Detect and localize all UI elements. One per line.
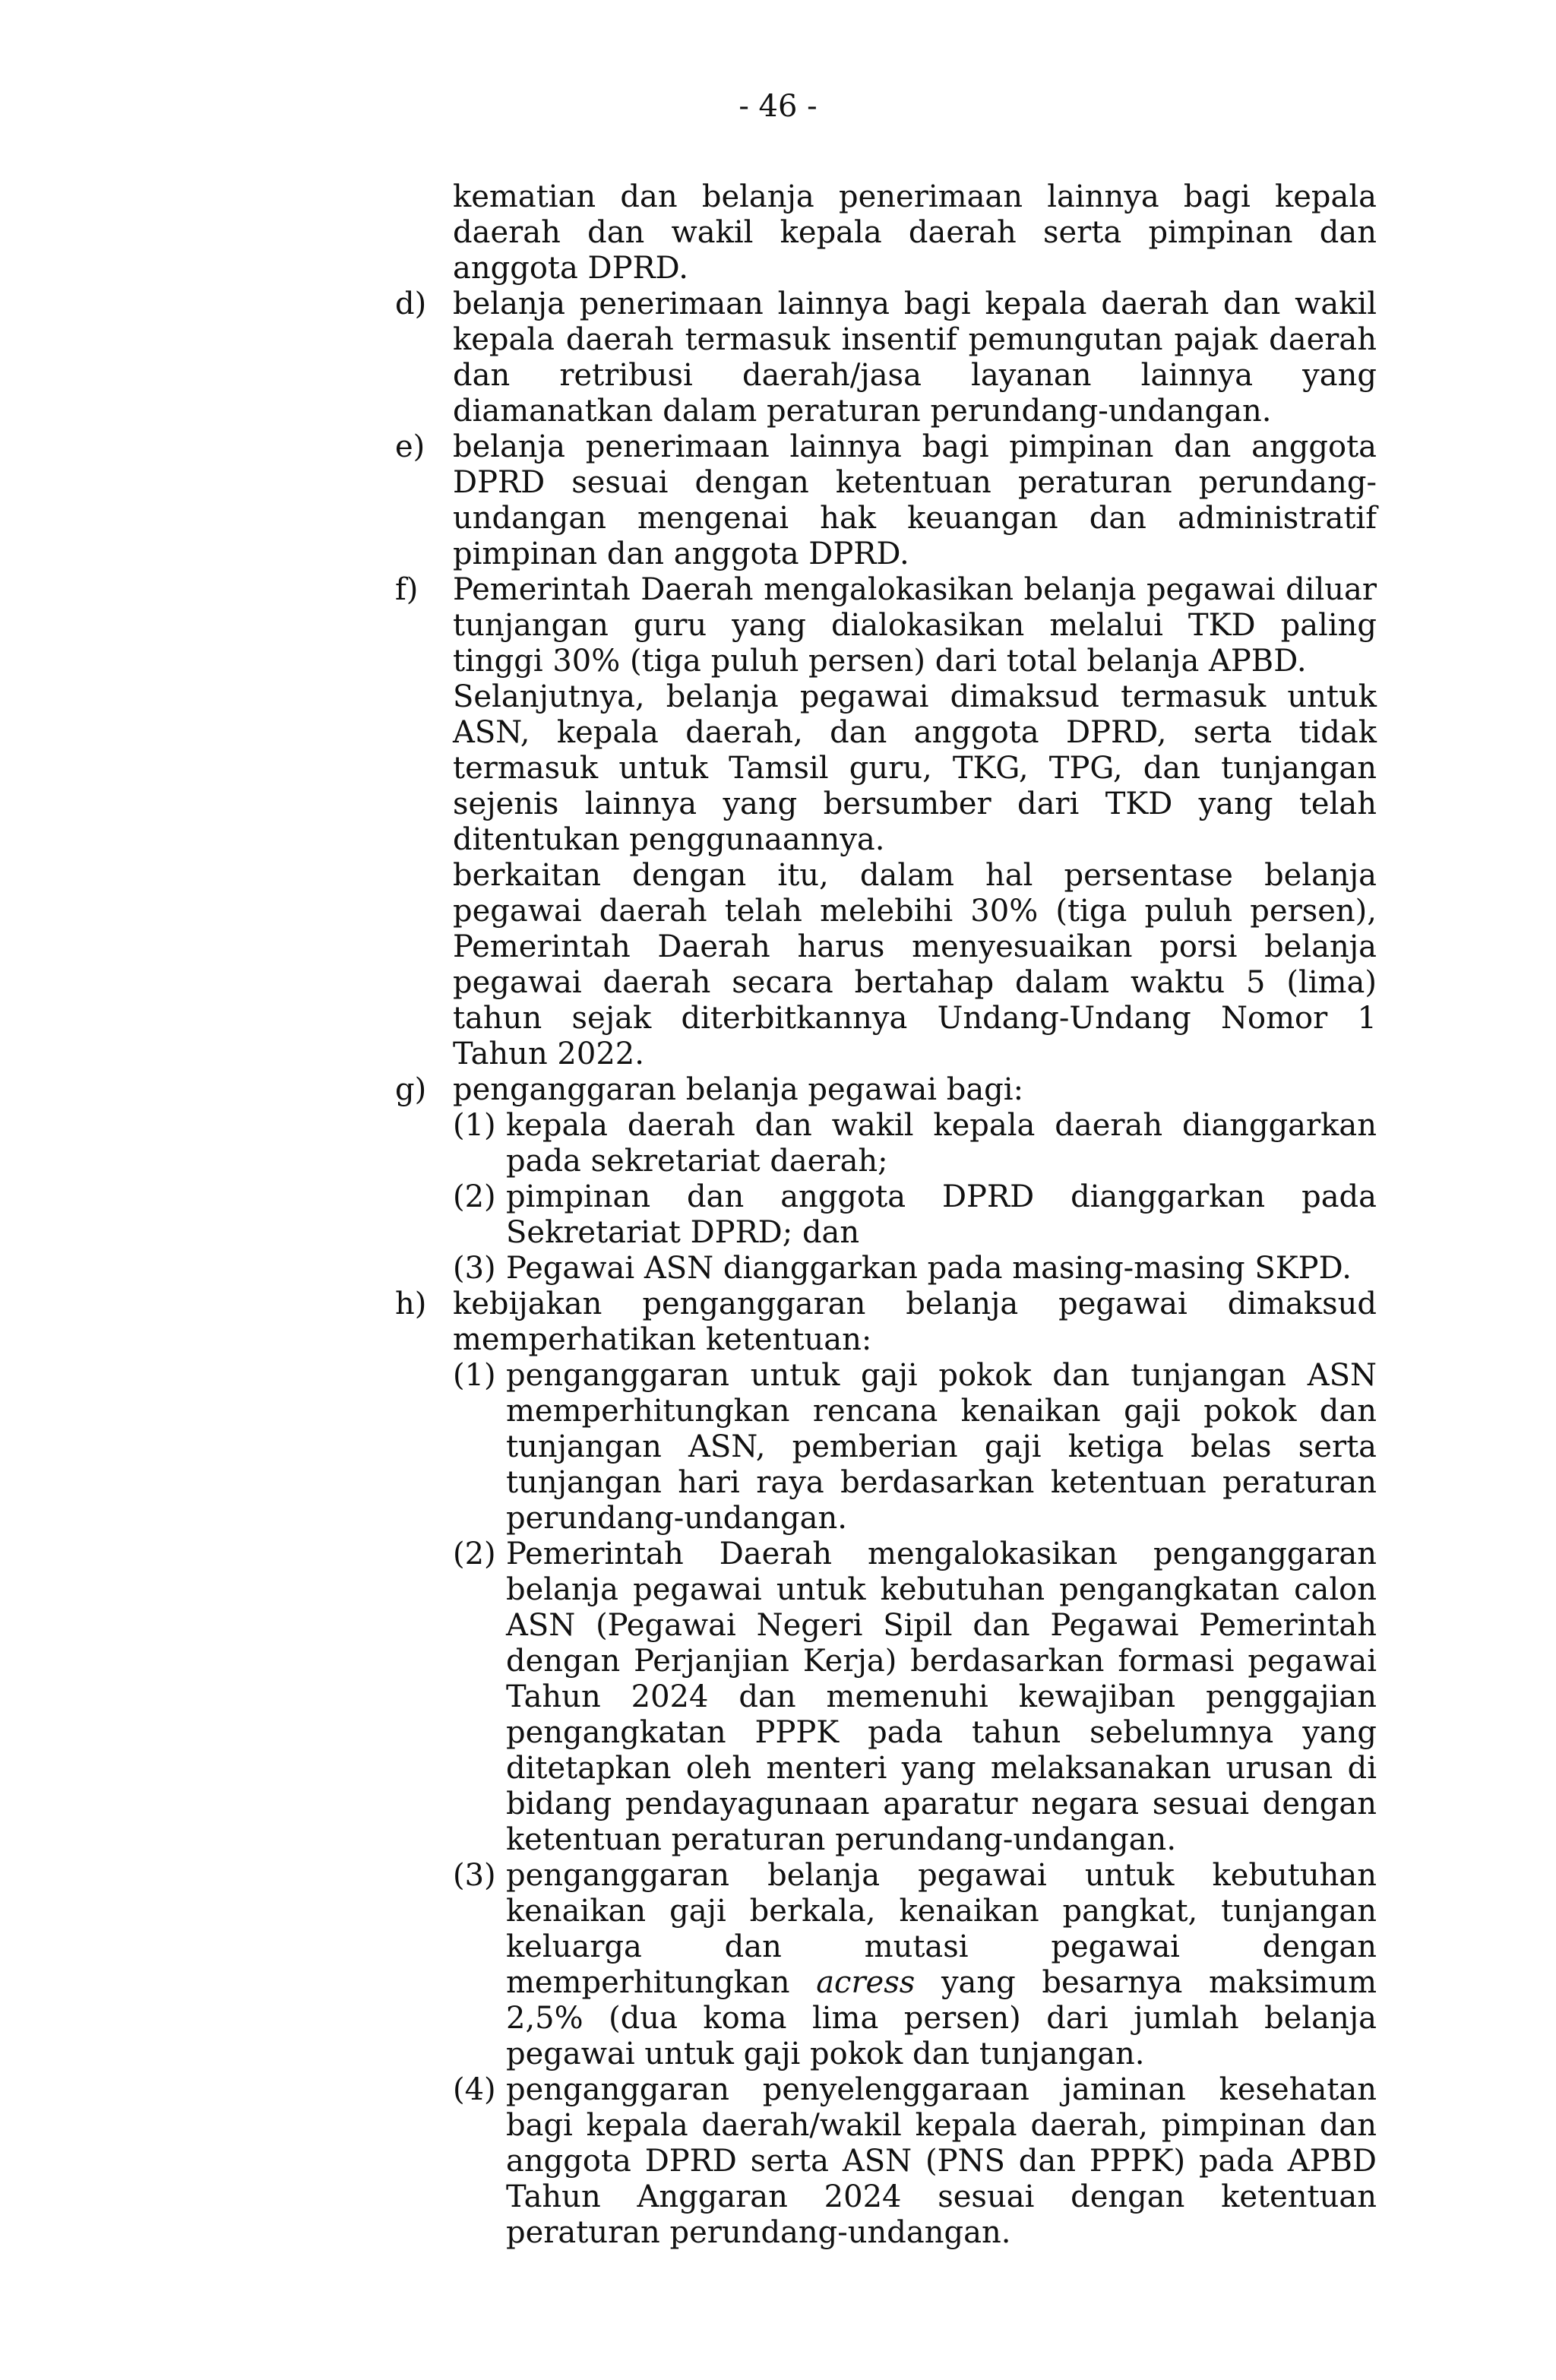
list-item-g — [0, 1072, 1377, 1108]
sub-list-marker: (3) — [453, 1858, 496, 1893]
sub-item-text: penganggaran penyelenggaraan jaminan kesehatan bagi kepala daerah/wakil kepala daerah, pimpinan dan anggota DPRD serta ASN (PNS dan PPPK) pada APBD Tahun Anggaran 2024 sesuai dengan ketentuan peraturan perundang-undangan. — [506, 2072, 1377, 2250]
list-marker: g) — [395, 1072, 427, 1107]
list-marker: f) — [395, 572, 419, 607]
sub-item-text-part: yang besarnya maksimum 2,5% (dua koma lima persen) dari jumlah belanja pegawai untuk gaji pokok dan tunjangan. — [506, 1965, 1377, 2071]
list-item-e — [0, 429, 1377, 572]
list-item-d — [0, 286, 1377, 429]
sub-item-h-2 — [0, 1537, 1377, 1858]
list-item-text: belanja penerimaan lainnya bagi kepala daerah dan wakil kepala daerah termasuk insentif pemungutan pajak daerah dan retribusi daerah/jasa layanan lainnya yang diamanatkan dalam peraturan perundang-undangan. — [453, 286, 1377, 429]
sub-item-h-1 — [0, 1358, 1377, 1537]
list-item-paragraph: Pemerintah Daerah mengalokasikan belanja pegawai diluar tunjangan guru yang dialokasikan melalui TKD paling tinggi 30% (tiga puluh persen) dari total belanja APBD. — [453, 572, 1377, 679]
sub-item-text — [506, 1858, 1377, 2072]
sub-list-marker: (3) — [453, 1251, 496, 1286]
list-item-paragraph: berkaitan dengan itu, dalam hal persentase belanja pegawai daerah telah melebihi 30% (tiga puluh persen), Pemerintah Daerah harus menyesuaikan porsi belanja pegawai daerah secara bertahap dalam waktu 5 (lima) tahun sejak diterbitkannya Undang-Undang Nomor 1 Tahun 2022. — [453, 858, 1377, 1071]
list-marker: e) — [395, 429, 425, 464]
list-item-text: kebijakan penganggaran belanja pegawai dimaksud memperhatikan ketentuan: — [453, 1287, 1377, 1357]
list-item-paragraph: Selanjutnya, belanja pegawai dimaksud termasuk untuk ASN, kepala daerah, dan anggota DPRD, serta tidak termasuk untuk Tamsil guru, TKG, TPG, dan tunjangan sejenis lainnya yang bersumber dari TKD yang telah ditentukan penggunaannya. — [453, 679, 1377, 857]
sub-item-text: kepala daerah dan wakil kepala daerah dianggarkan pada sekretariat daerah; — [506, 1108, 1377, 1179]
sub-item-h-3 — [0, 1858, 1377, 2072]
sub-item-text: penganggaran untuk gaji pokok dan tunjangan ASN memperhitungkan rencana kenaikan gaji pokok dan tunjangan ASN, pemberian gaji ketiga belas serta tunjangan hari raya berdasarkan ketentuan peraturan perundang-undangan. — [506, 1358, 1377, 1536]
list-item-f — [0, 572, 1377, 1072]
sub-item-text: Pemerintah Daerah mengalokasikan penganggaran belanja pegawai untuk kebutuhan pengangkatan calon ASN (Pegawai Negeri Sipil dan Pegawai Pemerintah dengan Perjanjian Kerja) berdasarkan formasi pegawai Tahun 2024 dan memenuhi kewajiban penggajian pengangkatan PPPK pada tahun sebelumnya yang ditetapkan oleh menteri yang melaksanakan urusan di bidang pendayagunaan aparatur negara sesuai dengan ketentuan peraturan perundang-undangan. — [506, 1537, 1377, 1857]
list-marker: h) — [395, 1287, 427, 1321]
sub-item-text-part: penganggaran belanja pegawai untuk kebutuhan kenaikan gaji berkala, kenaikan pangkat, tunjangan keluarga dan mutasi pegawai dengan memperhitungkan — [506, 1858, 1377, 2000]
sub-item-g-3 — [0, 1251, 1377, 1287]
sub-item-text: pimpinan dan anggota DPRD dianggarkan pada Sekretariat DPRD; dan — [506, 1179, 1377, 1250]
sub-list-marker: (2) — [453, 1179, 496, 1214]
page-number: - 46 - — [738, 89, 818, 124]
sub-item-h-4 — [0, 2072, 1377, 2251]
list-item-h — [0, 1287, 1377, 1358]
sub-list-marker: (1) — [453, 1358, 496, 1393]
sub-list-marker: (4) — [453, 2072, 496, 2107]
continuation-paragraph — [0, 179, 1377, 286]
sub-list-marker: (1) — [453, 1108, 496, 1143]
sub-list-marker: (2) — [453, 1537, 496, 1571]
sub-item-g-1 — [0, 1108, 1377, 1179]
document-body — [0, 179, 1556, 2251]
sub-item-g-2 — [0, 1179, 1377, 1251]
continuation-text: kematian dan belanja penerimaan lainnya bagi kepala daerah dan wakil kepala daerah serta pimpinan dan anggota DPRD. — [453, 179, 1377, 286]
list-marker: d) — [395, 286, 427, 321]
sub-item-text: Pegawai ASN dianggarkan pada masing-masing SKPD. — [506, 1251, 1352, 1286]
italic-term: acress — [816, 1965, 916, 2000]
list-item-text: penganggaran belanja pegawai bagi: — [453, 1072, 1024, 1107]
list-item-text: belanja penerimaan lainnya bagi pimpinan dan anggota DPRD sesuai dengan ketentuan peraturan perundang-undangan mengenai hak keuangan dan administratif pimpinan dan anggota DPRD. — [453, 429, 1377, 571]
